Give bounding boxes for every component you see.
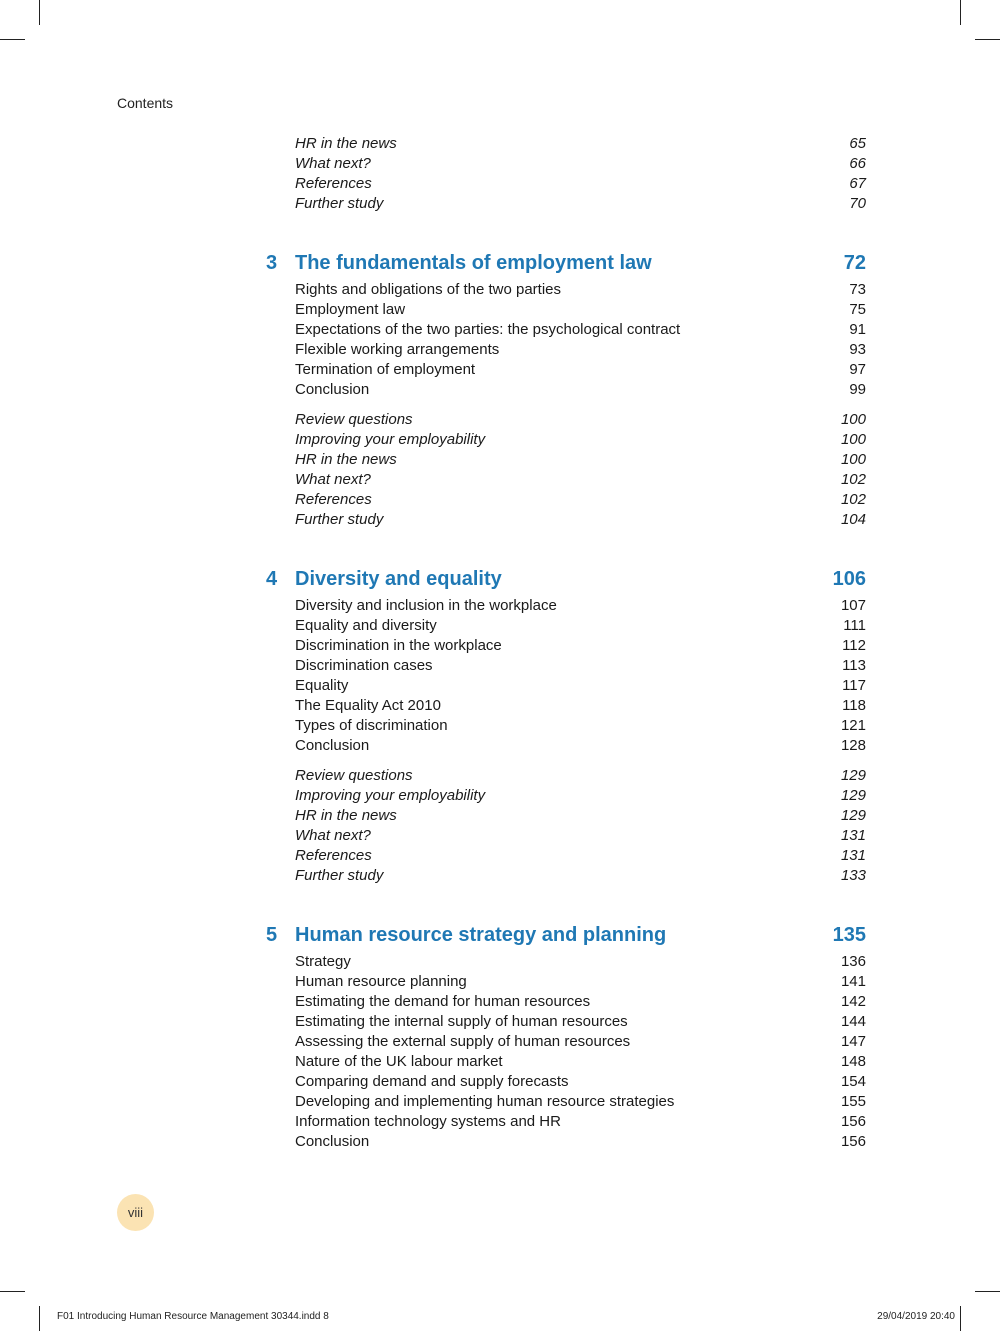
entry-title: Developing and implementing human resource strategies: [295, 1093, 675, 1110]
crop-mark: [960, 0, 961, 25]
page-number-badge: viii: [117, 1194, 154, 1231]
chapter-page: 106: [832, 568, 866, 590]
toc-section-item: [264, 1012, 866, 1032]
entry-title: Rights and obligations of the two parties: [295, 281, 561, 298]
entry-title: What next?: [295, 827, 371, 844]
chapter-number: 5: [266, 924, 278, 946]
toc-section-item: [264, 280, 866, 300]
toc-section-item: [264, 736, 866, 756]
entry-title: Employment law: [295, 301, 406, 318]
crop-mark: [0, 1291, 25, 1292]
entry-page: 148: [840, 1053, 866, 1070]
chapter-number: 4: [266, 568, 278, 590]
entry-page: 102: [840, 471, 866, 488]
toc-section-item: [264, 676, 866, 696]
entry-page: 133: [840, 867, 866, 884]
toc-feature-item: [264, 430, 866, 450]
chapter-title: Human resource strategy and planning: [295, 924, 667, 946]
entry-page: 111: [843, 617, 866, 634]
slug-left: F01 Introducing Human Resource Management 30344.indd 8: [57, 1311, 329, 1322]
entry-title: Types of discrimination: [295, 717, 448, 734]
entry-page: 141: [840, 973, 866, 990]
spacer: [264, 756, 866, 766]
toc-feature-item: [264, 174, 866, 194]
chapter-heading: [264, 248, 866, 278]
toc-section-item: [264, 696, 866, 716]
toc-section-item: [264, 380, 866, 400]
entry-page: 131: [840, 847, 866, 864]
entry-title: Conclusion: [295, 737, 370, 754]
entry-title: Equality: [295, 677, 349, 694]
entry-page: 102: [840, 491, 866, 508]
spacer: [264, 400, 866, 410]
toc-section-item: [264, 1032, 866, 1052]
toc-section-item: [264, 320, 866, 340]
toc-feature-item: [264, 766, 866, 786]
entry-title: Discrimination cases: [295, 657, 433, 674]
entry-title: Equality and diversity: [295, 617, 437, 634]
entry-title: Discrimination in the workplace: [295, 637, 502, 654]
entry-title: Estimating the demand for human resources: [295, 993, 591, 1010]
entry-title: HR in the news: [295, 807, 397, 824]
table-of-contents: [264, 134, 866, 1152]
entry-title: References: [295, 847, 372, 864]
toc-section-item: [264, 972, 866, 992]
toc-section-item: [264, 992, 866, 1012]
spacer: [264, 886, 866, 920]
entry-page: 91: [849, 321, 866, 338]
entry-title: Assessing the external supply of human resources: [295, 1033, 631, 1050]
entry-title: The Equality Act 2010: [295, 697, 441, 714]
entry-page: 129: [840, 787, 866, 804]
entry-page: 112: [842, 637, 866, 654]
entry-title: Further study: [295, 195, 384, 212]
entry-page: 155: [840, 1093, 866, 1110]
chapter-number: 3: [266, 252, 278, 274]
toc-section-item: [264, 952, 866, 972]
crop-mark: [0, 39, 25, 40]
toc-feature-item: [264, 154, 866, 174]
entry-title: HR in the news: [295, 135, 397, 152]
entry-page: 66: [849, 155, 866, 172]
entry-title: What next?: [295, 471, 371, 488]
entry-title: Termination of employment: [295, 361, 476, 378]
entry-page: 118: [842, 697, 866, 714]
entry-page: 121: [840, 717, 866, 734]
toc-section-item: [264, 340, 866, 360]
chapter-title: Diversity and equality: [295, 568, 502, 590]
entry-page: 67: [849, 175, 866, 192]
spacer: [264, 530, 866, 564]
toc-feature-item: [264, 826, 866, 846]
chapter-heading: [264, 920, 866, 950]
toc-feature-item: [264, 470, 866, 490]
entry-title: Estimating the internal supply of human resources: [295, 1013, 628, 1030]
entry-page: 129: [840, 807, 866, 824]
entry-title: What next?: [295, 155, 371, 172]
entry-title: Further study: [295, 867, 384, 884]
toc-section-item: [264, 616, 866, 636]
toc-section-item: [264, 1092, 866, 1112]
entry-page: 142: [840, 993, 866, 1010]
toc-section-item: [264, 360, 866, 380]
toc-feature-item: [264, 866, 866, 886]
toc-section-item: [264, 716, 866, 736]
crop-mark: [39, 1306, 40, 1331]
entry-page: 144: [840, 1013, 866, 1030]
toc-feature-item: [264, 510, 866, 530]
entry-page: 100: [840, 451, 866, 468]
entry-page: 97: [849, 361, 866, 378]
entry-page: 107: [840, 597, 866, 614]
entry-page: 131: [840, 827, 866, 844]
toc-section-item: [264, 300, 866, 320]
entry-page: 147: [840, 1033, 866, 1050]
toc-feature-item: [264, 786, 866, 806]
toc-section-item: [264, 636, 866, 656]
entry-title: Conclusion: [295, 1133, 370, 1150]
entry-title: References: [295, 175, 372, 192]
entry-page: 65: [849, 135, 866, 152]
chapter-page: 72: [843, 252, 866, 274]
toc-section-item: [264, 656, 866, 676]
entry-title: Flexible working arrangements: [295, 341, 500, 358]
chapter-heading: [264, 564, 866, 594]
toc-section-item: [264, 596, 866, 616]
entry-page: 99: [849, 381, 866, 398]
entry-title: Nature of the UK labour market: [295, 1053, 503, 1070]
slug-right: 29/04/2019 20:40: [877, 1311, 955, 1322]
entry-title: Comparing demand and supply forecasts: [295, 1073, 569, 1090]
entry-title: Improving your employability: [295, 431, 486, 448]
entry-page: 93: [849, 341, 866, 358]
entry-title: Expectations of the two parties: the psychological contract: [295, 321, 681, 338]
entry-title: Review questions: [295, 411, 413, 428]
toc-feature-item: [264, 410, 866, 430]
crop-mark: [960, 1306, 961, 1331]
entry-title: Human resource planning: [295, 973, 467, 990]
entry-title: Diversity and inclusion in the workplace: [295, 597, 557, 614]
toc-feature-item: [264, 846, 866, 866]
toc-feature-item: [264, 490, 866, 510]
entry-title: Strategy: [295, 953, 351, 970]
entry-title: Improving your employability: [295, 787, 486, 804]
running-header: Contents: [117, 95, 174, 111]
entry-page: 117: [842, 677, 866, 694]
crop-mark: [975, 1291, 1000, 1292]
entry-page: 136: [840, 953, 866, 970]
entry-page: 70: [849, 195, 866, 212]
toc-section-item: [264, 1132, 866, 1152]
toc-section-item: [264, 1072, 866, 1092]
entry-page: 100: [840, 411, 866, 428]
toc-feature-item: [264, 806, 866, 826]
entry-title: Information technology systems and HR: [295, 1113, 561, 1130]
entry-title: Further study: [295, 511, 384, 528]
spacer: [264, 214, 866, 248]
entry-page: 113: [842, 657, 866, 674]
entry-page: 73: [849, 281, 866, 298]
toc-section-item: [264, 1112, 866, 1132]
entry-page: 128: [840, 737, 866, 754]
chapter-title: The fundamentals of employment law: [295, 252, 652, 274]
crop-mark: [39, 0, 40, 25]
entry-title: Conclusion: [295, 381, 370, 398]
toc-section-item: [264, 1052, 866, 1072]
entry-page: 156: [840, 1113, 866, 1130]
entry-page: 100: [840, 431, 866, 448]
entry-title: Review questions: [295, 767, 413, 784]
crop-mark: [975, 39, 1000, 40]
entry-title: HR in the news: [295, 451, 397, 468]
entry-page: 156: [840, 1133, 866, 1150]
toc-feature-item: [264, 450, 866, 470]
toc-feature-item: [264, 194, 866, 214]
entry-page: 129: [840, 767, 866, 784]
entry-title: References: [295, 491, 372, 508]
entry-page: 75: [849, 301, 866, 318]
entry-page: 104: [840, 511, 866, 528]
toc-feature-item: [264, 134, 866, 154]
chapter-page: 135: [832, 924, 866, 946]
entry-page: 154: [840, 1073, 866, 1090]
